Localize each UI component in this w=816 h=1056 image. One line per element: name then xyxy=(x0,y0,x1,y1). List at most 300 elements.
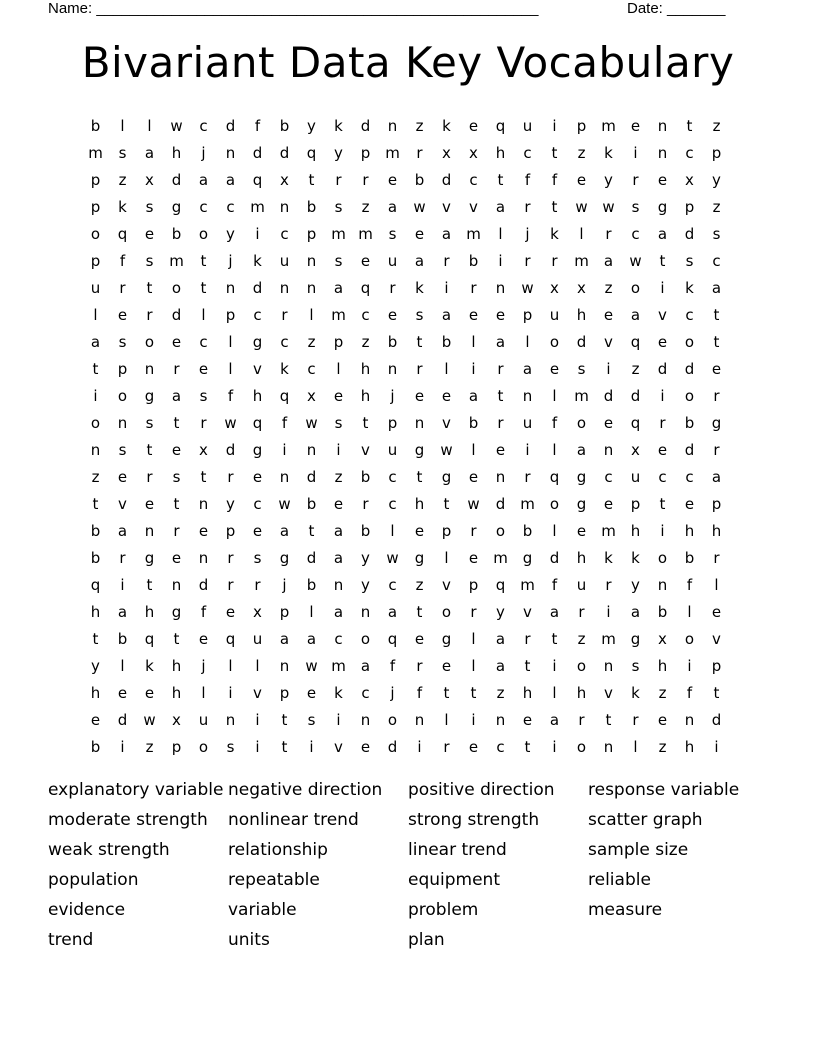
grid-letter: i xyxy=(336,710,341,729)
grid-letter: u xyxy=(387,440,398,459)
grid-letter: e xyxy=(684,494,695,513)
grid-letter: u xyxy=(630,467,641,486)
grid-letter: t xyxy=(281,737,288,756)
grid-letter: y xyxy=(361,548,370,567)
grid-letter: b xyxy=(468,251,479,270)
grid-letter: t xyxy=(713,332,720,351)
grid-letter: f xyxy=(119,251,126,270)
grid-letter: o xyxy=(576,656,587,675)
grid-letter: e xyxy=(225,602,236,621)
grid-letter: n xyxy=(360,602,371,621)
grid-letter: e xyxy=(495,440,506,459)
grid-letter: n xyxy=(414,710,425,729)
grid-letter: n xyxy=(279,278,290,297)
grid-letter: s xyxy=(172,467,181,486)
word-list-item: repeatable xyxy=(228,870,320,890)
grid-letter: c xyxy=(388,575,397,594)
grid-letter: c xyxy=(388,467,397,486)
grid-letter: k xyxy=(334,683,343,702)
word-list-item: measure xyxy=(588,900,663,920)
grid-letter: l xyxy=(687,602,692,621)
grid-letter: z xyxy=(577,629,586,648)
grid-letter: e xyxy=(468,116,479,135)
grid-letter: j xyxy=(282,575,287,594)
grid-letter: e xyxy=(306,683,317,702)
grid-letter: v xyxy=(442,197,451,216)
grid-letter: s xyxy=(577,359,586,378)
grid-letter: d xyxy=(306,548,317,567)
grid-letter: x xyxy=(172,710,181,729)
grid-letter: n xyxy=(144,359,155,378)
grid-letter: r xyxy=(524,251,531,270)
grid-letter: t xyxy=(92,359,99,378)
grid-letter: n xyxy=(657,575,668,594)
grid-letter: t xyxy=(173,629,180,648)
grid-letter: r xyxy=(281,305,288,324)
word-list-item: response variable xyxy=(588,780,740,800)
grid-letter: s xyxy=(199,386,208,405)
grid-letter: v xyxy=(253,359,262,378)
grid-letter: p xyxy=(684,197,695,216)
grid-letter: y xyxy=(334,143,343,162)
grid-letter: w xyxy=(602,197,615,216)
grid-letter: e xyxy=(576,170,587,189)
grid-letter: g xyxy=(144,386,155,405)
grid-letter: h xyxy=(684,521,695,540)
grid-letter: e xyxy=(549,359,560,378)
grid-letter: g xyxy=(630,629,641,648)
grid-letter: e xyxy=(441,656,452,675)
grid-letter: p xyxy=(171,737,182,756)
grid-letter: e xyxy=(333,494,344,513)
grid-letter: l xyxy=(228,332,233,351)
word-list-item: evidence xyxy=(48,900,126,920)
grid-letter: l xyxy=(471,440,476,459)
grid-letter: e xyxy=(90,710,101,729)
grid-letter: m xyxy=(385,143,400,162)
grid-letter: p xyxy=(279,683,290,702)
grid-letter: r xyxy=(173,359,180,378)
grid-letter: h xyxy=(144,602,155,621)
grid-letter: s xyxy=(307,710,316,729)
grid-letter: e xyxy=(360,737,371,756)
grid-letter: m xyxy=(520,575,535,594)
grid-letter: d xyxy=(387,737,398,756)
letter-grid xyxy=(82,112,730,760)
grid-letter: p xyxy=(387,413,398,432)
grid-letter: c xyxy=(658,467,667,486)
grid-letter: i xyxy=(255,737,260,756)
grid-letter: h xyxy=(171,683,182,702)
grid-letter: t xyxy=(173,494,180,513)
grid-letter: t xyxy=(497,170,504,189)
grid-letter: c xyxy=(334,629,343,648)
grid-letter: n xyxy=(279,656,290,675)
grid-letter: f xyxy=(524,170,531,189)
grid-letter: n xyxy=(333,575,344,594)
grid-letter: u xyxy=(549,305,560,324)
grid-letter: l xyxy=(552,386,557,405)
grid-letter: u xyxy=(576,575,587,594)
grid-letter: i xyxy=(417,737,422,756)
grid-letter: n xyxy=(414,413,425,432)
grid-letter: p xyxy=(441,521,452,540)
grid-letter: h xyxy=(495,143,506,162)
grid-letter: c xyxy=(361,683,370,702)
grid-letter: b xyxy=(90,737,101,756)
grid-letter: o xyxy=(684,629,695,648)
grid-letter: f xyxy=(200,602,207,621)
grid-letter: j xyxy=(228,251,233,270)
grid-letter: r xyxy=(632,710,639,729)
grid-letter: q xyxy=(90,575,101,594)
grid-letter: l xyxy=(444,359,449,378)
grid-letter: w xyxy=(629,251,642,270)
grid-letter: f xyxy=(551,413,558,432)
word-list-item: explanatory variable xyxy=(48,780,224,800)
grid-letter: n xyxy=(603,440,614,459)
word-list-item: moderate strength xyxy=(48,810,208,830)
grid-letter: l xyxy=(120,656,125,675)
grid-letter: r xyxy=(578,710,585,729)
grid-letter: s xyxy=(118,440,127,459)
grid-letter: i xyxy=(255,224,260,243)
grid-letter: b xyxy=(684,413,695,432)
grid-letter: c xyxy=(199,197,208,216)
grid-letter: f xyxy=(416,683,423,702)
grid-letter: h xyxy=(711,521,722,540)
grid-letter: i xyxy=(633,143,638,162)
grid-letter: z xyxy=(145,737,154,756)
grid-letter: i xyxy=(660,521,665,540)
grid-letter: p xyxy=(333,332,344,351)
grid-letter: q xyxy=(630,413,641,432)
grid-letter: m xyxy=(466,224,481,243)
grid-letter: n xyxy=(90,440,101,459)
grid-letter: q xyxy=(306,143,317,162)
grid-letter: g xyxy=(711,413,722,432)
grid-letter: m xyxy=(574,251,589,270)
grid-letter: a xyxy=(414,251,425,270)
grid-letter: a xyxy=(630,305,641,324)
grid-letter: p xyxy=(576,116,587,135)
grid-letter: l xyxy=(255,656,260,675)
grid-letter: n xyxy=(198,494,209,513)
grid-letter: b xyxy=(657,602,668,621)
grid-letter: r xyxy=(443,737,450,756)
grid-letter: q xyxy=(549,467,560,486)
grid-letter: x xyxy=(253,602,262,621)
grid-letter: t xyxy=(497,386,504,405)
grid-letter: s xyxy=(145,197,154,216)
grid-letter: q xyxy=(252,170,263,189)
grid-letter: n xyxy=(603,656,614,675)
grid-letter: e xyxy=(171,440,182,459)
grid-letter: r xyxy=(335,170,342,189)
grid-letter: e xyxy=(387,305,398,324)
grid-letter: a xyxy=(522,359,533,378)
grid-letter: e xyxy=(414,521,425,540)
grid-letter: t xyxy=(443,494,450,513)
grid-letter: q xyxy=(279,386,290,405)
grid-letter: r xyxy=(605,575,612,594)
grid-letter: i xyxy=(471,710,476,729)
grid-letter: i xyxy=(552,116,557,135)
grid-letter: a xyxy=(495,629,506,648)
grid-letter: a xyxy=(144,143,155,162)
grid-letter: e xyxy=(144,494,155,513)
grid-letter: r xyxy=(362,494,369,513)
grid-letter: i xyxy=(687,656,692,675)
grid-letter: e xyxy=(468,305,479,324)
grid-letter: e xyxy=(252,467,263,486)
grid-letter: w xyxy=(224,413,237,432)
grid-letter: l xyxy=(147,116,152,135)
grid-letter: t xyxy=(470,683,477,702)
grid-letter: p xyxy=(225,305,236,324)
grid-letter: a xyxy=(441,305,452,324)
grid-letter: d xyxy=(549,548,560,567)
grid-letter: t xyxy=(200,278,207,297)
grid-letter: s xyxy=(334,413,343,432)
grid-letter: t xyxy=(551,197,558,216)
word-list-item: reliable xyxy=(588,870,651,890)
grid-letter: k xyxy=(118,197,127,216)
grid-letter: r xyxy=(497,359,504,378)
grid-letter: h xyxy=(360,386,371,405)
grid-letter: i xyxy=(660,278,665,297)
grid-letter: b xyxy=(360,521,371,540)
grid-letter: d xyxy=(360,116,371,135)
grid-letter: i xyxy=(606,602,611,621)
grid-letter: n xyxy=(657,116,668,135)
grid-letter: c xyxy=(280,224,289,243)
grid-letter: h xyxy=(360,359,371,378)
grid-letter: c xyxy=(253,305,262,324)
grid-letter: n xyxy=(117,413,128,432)
grid-letter: b xyxy=(522,521,533,540)
word-list-item: nonlinear trend xyxy=(228,810,359,830)
grid-letter: y xyxy=(226,494,235,513)
word-list-item: problem xyxy=(408,900,479,920)
grid-letter: a xyxy=(711,278,722,297)
grid-letter: h xyxy=(576,305,587,324)
grid-letter: u xyxy=(387,251,398,270)
grid-letter: w xyxy=(413,197,426,216)
grid-letter: e xyxy=(603,494,614,513)
grid-letter: s xyxy=(685,251,694,270)
word-list-item: plan xyxy=(408,930,445,950)
grid-letter: a xyxy=(225,170,236,189)
grid-letter: v xyxy=(712,629,721,648)
grid-letter: l xyxy=(201,305,206,324)
grid-letter: t xyxy=(524,737,531,756)
grid-letter: x xyxy=(631,440,640,459)
grid-letter: n xyxy=(657,143,668,162)
grid-letter: l xyxy=(552,521,557,540)
grid-letter: s xyxy=(118,143,127,162)
grid-letter: n xyxy=(225,143,236,162)
grid-letter: r xyxy=(173,521,180,540)
grid-letter: g xyxy=(171,197,182,216)
grid-letter: p xyxy=(117,359,128,378)
grid-letter: e xyxy=(171,548,182,567)
grid-letter: l xyxy=(471,629,476,648)
grid-letter: r xyxy=(470,278,477,297)
grid-letter: o xyxy=(117,386,128,405)
grid-letter: b xyxy=(414,170,425,189)
grid-letter: o xyxy=(549,494,560,513)
grid-letter: w xyxy=(575,197,588,216)
grid-letter: c xyxy=(604,467,613,486)
grid-letter: e xyxy=(711,602,722,621)
grid-letter: c xyxy=(199,332,208,351)
grid-letter: z xyxy=(361,332,370,351)
grid-letter: q xyxy=(117,224,128,243)
grid-letter: z xyxy=(118,170,127,189)
grid-letter: i xyxy=(552,737,557,756)
grid-letter: e xyxy=(414,386,425,405)
grid-letter: e xyxy=(657,170,668,189)
grid-letter: n xyxy=(279,467,290,486)
grid-letter: h xyxy=(522,683,533,702)
grid-letter: c xyxy=(685,467,694,486)
grid-letter: t xyxy=(92,494,99,513)
grid-letter: p xyxy=(360,143,371,162)
grid-letter: d xyxy=(684,224,695,243)
grid-letter: g xyxy=(414,440,425,459)
grid-letter: l xyxy=(471,332,476,351)
grid-letter: k xyxy=(253,251,262,270)
grid-letter: e xyxy=(603,305,614,324)
grid-letter: v xyxy=(334,737,343,756)
grid-letter: a xyxy=(441,224,452,243)
grid-letter: z xyxy=(604,278,613,297)
grid-letter: e xyxy=(117,305,128,324)
grid-letter: i xyxy=(471,359,476,378)
grid-letter: d xyxy=(711,710,722,729)
grid-letter: a xyxy=(306,629,317,648)
grid-letter: b xyxy=(306,197,317,216)
grid-letter: o xyxy=(576,737,587,756)
grid-letter: g xyxy=(252,332,263,351)
grid-letter: r xyxy=(200,413,207,432)
grid-letter: z xyxy=(577,143,586,162)
grid-letter: z xyxy=(415,116,424,135)
grid-letter: g xyxy=(576,467,587,486)
grid-letter: s xyxy=(388,224,397,243)
grid-letter: e xyxy=(576,521,587,540)
grid-letter: c xyxy=(685,143,694,162)
grid-letter: y xyxy=(361,575,370,594)
word-list-item: variable xyxy=(228,900,297,920)
grid-letter: r xyxy=(713,386,720,405)
grid-letter: m xyxy=(250,197,265,216)
grid-letter: x xyxy=(442,143,451,162)
grid-letter: r xyxy=(362,170,369,189)
grid-letter: x xyxy=(280,170,289,189)
grid-letter: m xyxy=(601,629,616,648)
grid-letter: i xyxy=(552,656,557,675)
grid-letter: k xyxy=(604,548,613,567)
grid-letter: t xyxy=(605,710,612,729)
grid-letter: a xyxy=(279,629,290,648)
grid-letter: n xyxy=(225,278,236,297)
grid-letter: i xyxy=(120,575,125,594)
grid-letter: e xyxy=(657,440,668,459)
grid-letter: m xyxy=(601,116,616,135)
word-list-item: units xyxy=(228,930,270,950)
grid-letter: d xyxy=(198,575,209,594)
grid-letter: i xyxy=(498,251,503,270)
grid-letter: h xyxy=(576,548,587,567)
grid-letter: r xyxy=(524,197,531,216)
grid-letter: v xyxy=(442,575,451,594)
grid-letter: i xyxy=(228,683,233,702)
grid-letter: z xyxy=(334,467,343,486)
grid-letter: k xyxy=(415,278,424,297)
grid-letter: b xyxy=(90,521,101,540)
grid-letter: s xyxy=(334,251,343,270)
grid-letter: a xyxy=(495,197,506,216)
grid-letter: o xyxy=(171,278,182,297)
grid-letter: e xyxy=(333,386,344,405)
grid-letter: c xyxy=(496,737,505,756)
grid-letter: t xyxy=(416,602,423,621)
grid-letter: k xyxy=(685,278,694,297)
grid-letter: l xyxy=(552,440,557,459)
grid-letter: t xyxy=(713,683,720,702)
grid-letter: a xyxy=(279,521,290,540)
grid-letter: m xyxy=(601,521,616,540)
grid-letter: d xyxy=(171,305,182,324)
grid-letter: b xyxy=(306,494,317,513)
grid-letter: e xyxy=(522,710,533,729)
grid-letter: h xyxy=(171,656,182,675)
grid-letter: q xyxy=(630,332,641,351)
grid-letter: u xyxy=(90,278,101,297)
grid-letter: o xyxy=(495,521,506,540)
grid-letter: e xyxy=(387,170,398,189)
grid-letter: a xyxy=(333,278,344,297)
grid-letter: n xyxy=(144,521,155,540)
grid-letter: f xyxy=(686,575,693,594)
grid-letter: o xyxy=(90,413,101,432)
grid-letter: a xyxy=(198,170,209,189)
grid-letter: i xyxy=(282,440,287,459)
grid-letter: v xyxy=(253,683,262,702)
page-title: Bivariant Data Key Vocabulary xyxy=(81,38,735,87)
grid-letter: l xyxy=(498,224,503,243)
grid-letter: v xyxy=(442,413,451,432)
grid-letter: l xyxy=(309,602,314,621)
grid-letter: t xyxy=(659,494,666,513)
grid-letter: s xyxy=(631,197,640,216)
grid-letter: b xyxy=(90,116,101,135)
date-field-label: Date: _______ xyxy=(627,0,726,17)
grid-letter: h xyxy=(657,656,668,675)
grid-letter: n xyxy=(306,251,317,270)
grid-letter: x xyxy=(307,386,316,405)
grid-letter: a xyxy=(387,602,398,621)
grid-letter: w xyxy=(305,413,318,432)
grid-letter: g xyxy=(441,629,452,648)
grid-letter: y xyxy=(604,170,613,189)
grid-letter: a xyxy=(333,548,344,567)
grid-letter: l xyxy=(525,332,530,351)
word-list xyxy=(48,778,768,958)
grid-letter: k xyxy=(550,224,559,243)
